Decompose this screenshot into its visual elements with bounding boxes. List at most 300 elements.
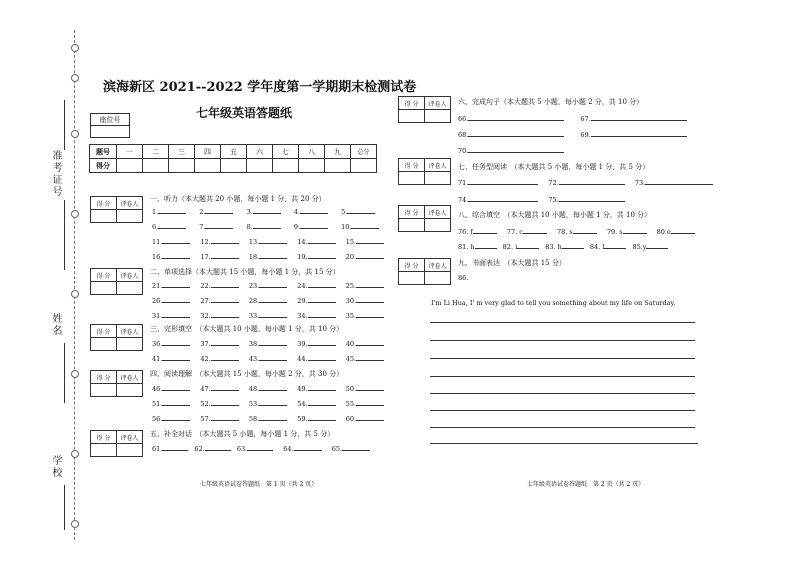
question-number: 3. — [246, 208, 253, 216]
name-label: 姓名 — [50, 313, 61, 337]
score-label: 得 分 — [91, 269, 117, 282]
score-cell[interactable] — [351, 159, 377, 173]
seat-number-label: 座位号 — [91, 114, 130, 126]
score-cell[interactable] — [143, 159, 169, 173]
question-number: 73. — [634, 179, 646, 187]
answer-blank[interactable] — [211, 384, 239, 391]
writing-prompt: I'm Li Hua, I' m very glad to tell you something about my life on Saturday. — [431, 299, 676, 307]
question-number: 10. — [341, 223, 352, 231]
score-field[interactable] — [91, 210, 117, 223]
answer-blank[interactable] — [623, 227, 647, 234]
section-2-title: 二、单项选择（本大题共 15 小题，每小题 1 分，共 15 分） — [150, 268, 340, 276]
answer-blank[interactable] — [604, 242, 626, 249]
question-number: 45. — [345, 355, 357, 363]
question-number: 24. — [297, 282, 308, 290]
scorer-field[interactable] — [117, 282, 143, 295]
scorer-box — [398, 158, 451, 185]
question-number: 48. — [248, 385, 260, 393]
question-number: 33. — [248, 312, 260, 320]
answer-blank[interactable] — [645, 178, 713, 185]
school-label: 学校 — [50, 455, 61, 479]
question-number: 41. — [152, 355, 163, 363]
score-label: 得 分 — [91, 325, 117, 338]
question-number: 72. — [548, 179, 559, 187]
question-number: 69. — [580, 131, 591, 139]
school-line — [64, 485, 65, 530]
section-1-title: 一、听力（本大题共 20 小题，每小题 1 分，共 20 分） — [150, 195, 326, 203]
question-number: 6. — [152, 223, 159, 231]
column-header: 一 — [117, 145, 143, 159]
column-header: 七 — [273, 145, 299, 159]
answer-blank[interactable] — [300, 207, 328, 214]
answer-row — [458, 242, 668, 251]
score-summary-table — [89, 144, 377, 173]
answer-blank[interactable] — [162, 339, 190, 346]
answer-blank[interactable] — [356, 237, 384, 244]
answer-blank[interactable] — [211, 339, 239, 346]
binding-hole — [71, 74, 79, 82]
question-number: 34. — [297, 312, 308, 320]
question-number: 18. — [248, 253, 260, 261]
question-number: 23. — [248, 282, 260, 290]
answer-blank[interactable] — [468, 195, 538, 202]
score-label: 得 分 — [91, 197, 117, 210]
answer-blank[interactable] — [259, 237, 287, 244]
writing-line[interactable] — [430, 393, 695, 394]
answer-blank[interactable] — [356, 311, 384, 318]
answer-blank[interactable] — [468, 146, 564, 153]
scorer-label: 评卷人 — [117, 269, 143, 282]
question-number: 22. — [200, 282, 211, 290]
scorer-field[interactable] — [117, 210, 143, 223]
question-number-label: 题号 — [90, 145, 117, 159]
answer-blank[interactable] — [573, 227, 597, 234]
binding-hole — [71, 130, 79, 138]
question-number: 71. — [458, 179, 469, 187]
binding-hole — [71, 290, 79, 298]
answer-row — [152, 311, 384, 320]
question-number: 50. — [345, 385, 357, 393]
scorer-box — [90, 196, 143, 223]
answer-row — [152, 222, 379, 231]
scorer-field[interactable] — [425, 219, 451, 232]
answer-blank[interactable] — [308, 354, 336, 361]
scorer-box — [90, 430, 143, 457]
question-number: 35. — [345, 312, 357, 320]
section-7-title: 七、任务型阅读 （本大题共 5 小题，每小题 1 分，共 5 分） — [458, 163, 650, 171]
question-number: 86. — [458, 274, 469, 282]
question-number: 12. — [200, 238, 211, 246]
question-number: 80.e — [656, 228, 671, 236]
answer-blank[interactable] — [356, 281, 384, 288]
answer-blank[interactable] — [162, 296, 190, 303]
answer-blank[interactable] — [351, 222, 379, 229]
score-label: 得 分 — [399, 159, 425, 172]
writing-line[interactable] — [430, 410, 695, 411]
answer-blank[interactable] — [162, 281, 190, 288]
answer-blank[interactable] — [308, 281, 336, 288]
question-number: 2. — [199, 208, 206, 216]
answer-blank[interactable] — [294, 444, 322, 451]
binding-line — [74, 30, 75, 540]
answer-blank[interactable] — [308, 414, 336, 421]
question-number: 5. — [341, 208, 348, 216]
score-cell[interactable] — [299, 159, 325, 173]
answer-blank[interactable] — [468, 114, 564, 121]
scorer-box — [90, 324, 143, 351]
score-label: 得 分 — [399, 206, 425, 219]
question-number: 21. — [152, 282, 163, 290]
answer-blank[interactable] — [205, 222, 233, 229]
answer-row — [152, 252, 384, 261]
answer-row — [152, 354, 384, 363]
answer-blank[interactable] — [356, 252, 384, 259]
question-number: 85.y — [632, 243, 647, 251]
question-number: 77. c — [506, 228, 523, 236]
question-number: 8. — [246, 223, 253, 231]
answer-row — [152, 399, 384, 408]
score-cell[interactable] — [273, 159, 299, 173]
question-number: 39. — [297, 340, 308, 348]
answer-blank[interactable] — [247, 444, 273, 451]
answer-blank[interactable] — [356, 354, 384, 361]
question-number: 76. f — [458, 228, 473, 236]
question-number: 7. — [199, 223, 206, 231]
exam-title: 滨海新区 2021--2022 学年度第一学期期末检测试卷 — [103, 80, 417, 95]
seat-number-box — [90, 113, 130, 138]
scorer-label: 评卷人 — [425, 259, 451, 272]
answer-blank[interactable] — [347, 207, 375, 214]
section-3-title: 三、完形填空 （本大题共 10 小题，每小题 1 分，共 10 分） — [150, 325, 344, 333]
answer-blank[interactable] — [205, 444, 231, 451]
answer-blank[interactable] — [308, 399, 336, 406]
answer-blank[interactable] — [259, 384, 287, 391]
exam-id-label: 准考证号 — [50, 150, 61, 198]
answer-blank[interactable] — [259, 296, 287, 303]
answer-row — [458, 114, 687, 123]
writing-line[interactable] — [430, 358, 695, 359]
question-number: 61. — [152, 445, 163, 453]
question-number: 70. — [458, 147, 469, 155]
answer-blank[interactable] — [356, 399, 384, 406]
page-2-footer: 七年级英语试卷答题纸 第 2 页（共 2 页） — [527, 481, 645, 488]
score-field[interactable] — [91, 444, 117, 457]
question-number: 54. — [297, 400, 308, 408]
answer-blank[interactable] — [162, 384, 190, 391]
column-header: 六 — [247, 145, 273, 159]
question-number: 65. — [331, 445, 343, 453]
answer-blank[interactable] — [473, 227, 497, 234]
section-5-title: 五、补全对话 （本大题共 5 小题，每小题 1 分，共 5 分） — [150, 430, 335, 438]
question-number: 14. — [297, 238, 308, 246]
answer-row — [152, 339, 384, 348]
answer-row — [458, 195, 625, 204]
answer-blank[interactable] — [562, 242, 584, 249]
question-number: 84. l — [589, 243, 605, 251]
question-number: 47. — [200, 385, 211, 393]
answer-row — [458, 227, 695, 236]
answer-blank[interactable] — [308, 384, 336, 391]
question-number: 56. — [152, 415, 163, 423]
answer-blank[interactable] — [162, 399, 190, 406]
answer-blank[interactable] — [162, 444, 188, 451]
score-cell[interactable] — [247, 159, 273, 173]
score-cell[interactable] — [169, 159, 195, 173]
question-number: 81. h — [458, 243, 475, 251]
question-number: 59. — [297, 415, 308, 423]
answer-row — [152, 207, 375, 216]
question-number: 79. s — [606, 228, 623, 236]
question-number: 43. — [248, 355, 260, 363]
scorer-box — [90, 268, 143, 295]
score-field[interactable] — [399, 110, 425, 123]
scorer-box — [398, 205, 451, 232]
binding-hole — [71, 450, 79, 458]
section-6-title: 六、完成句子（本大题共 5 小题，每小题 2 分，共 10 分） — [458, 98, 644, 106]
score-label: 得 分 — [399, 97, 425, 110]
answer-row — [152, 414, 384, 423]
column-header: 三 — [169, 145, 195, 159]
answer-blank[interactable] — [158, 222, 186, 229]
answer-blank[interactable] — [308, 311, 336, 318]
question-number: 9. — [293, 223, 301, 231]
question-number: 64. — [283, 445, 294, 453]
answer-blank[interactable] — [468, 130, 564, 137]
answer-blank[interactable] — [205, 207, 233, 214]
answer-blank[interactable] — [162, 311, 190, 318]
question-number: 66. — [458, 115, 469, 123]
answer-blank[interactable] — [342, 444, 370, 451]
column-header: 五 — [221, 145, 247, 159]
writing-line[interactable] — [430, 427, 695, 428]
question-number: 44. — [297, 355, 308, 363]
scorer-label: 评卷人 — [117, 371, 143, 384]
answer-blank[interactable] — [162, 237, 190, 244]
answer-blank[interactable] — [211, 252, 239, 259]
answer-blank[interactable] — [300, 222, 328, 229]
question-number: 32. — [200, 312, 211, 320]
answer-blank[interactable] — [259, 399, 287, 406]
answer-blank[interactable] — [475, 242, 497, 249]
scorer-label: 评卷人 — [117, 197, 143, 210]
question-number: 40. — [345, 340, 357, 348]
scorer-box — [398, 96, 451, 123]
scorer-field[interactable] — [117, 384, 143, 397]
score-cell[interactable] — [117, 159, 143, 173]
question-number: 53. — [248, 400, 260, 408]
column-header: 四 — [195, 145, 221, 159]
question-number: 27. — [200, 297, 211, 305]
answer-blank[interactable] — [356, 384, 384, 391]
binding-hole — [71, 210, 79, 218]
answer-blank[interactable] — [211, 399, 239, 406]
score-label: 得 分 — [91, 431, 117, 444]
question-number: 1. — [152, 208, 159, 216]
question-number: 60. — [345, 415, 357, 423]
answer-blank[interactable] — [253, 222, 281, 229]
question-number: 4. — [293, 208, 301, 216]
answer-blank[interactable] — [211, 296, 239, 303]
scorer-label: 评卷人 — [425, 159, 451, 172]
question-number: 11. — [152, 238, 163, 246]
question-number: 58. — [248, 415, 260, 423]
scorer-label: 评卷人 — [425, 97, 451, 110]
score-field[interactable] — [399, 219, 425, 232]
question-number: 20. — [345, 253, 357, 261]
writing-line[interactable] — [430, 376, 695, 377]
exam-subtitle: 七年级英语答题纸 — [196, 106, 293, 120]
section-4-title: 四、阅读理解 （本大题共 15 小题，每小题 2 分，共 30 分） — [150, 370, 344, 378]
score-label: 得分 — [90, 159, 117, 173]
answer-blank[interactable] — [211, 237, 239, 244]
question-number: 30. — [345, 297, 357, 305]
writing-line[interactable] — [430, 340, 695, 341]
score-cell[interactable] — [325, 159, 351, 173]
question-number: 25. — [345, 282, 357, 290]
scorer-field[interactable] — [425, 272, 451, 285]
answer-blank[interactable] — [158, 207, 186, 214]
answer-blank[interactable] — [211, 281, 239, 288]
answer-blank[interactable] — [559, 178, 625, 185]
question-number: 52. — [200, 400, 211, 408]
scorer-field[interactable] — [425, 110, 451, 123]
answer-blank[interactable] — [356, 339, 384, 346]
answer-blank[interactable] — [259, 252, 287, 259]
score-field[interactable] — [399, 272, 425, 285]
answer-blank[interactable] — [162, 354, 190, 361]
column-header: 九 — [325, 145, 351, 159]
answer-blank[interactable] — [356, 414, 384, 421]
question-number: 49. — [297, 385, 308, 393]
question-number: 83. h — [545, 243, 562, 251]
answer-row — [458, 178, 713, 187]
answer-blank[interactable] — [211, 311, 239, 318]
question-number: 17. — [200, 253, 211, 261]
question-number: 63. — [236, 445, 248, 453]
answer-blank[interactable] — [259, 354, 287, 361]
question-number: 29. — [297, 297, 308, 305]
question-number: 55. — [345, 400, 357, 408]
score-label: 得 分 — [399, 259, 425, 272]
question-number: 68. — [458, 131, 469, 139]
answer-row — [152, 281, 384, 290]
scorer-field[interactable] — [117, 444, 143, 457]
answer-blank[interactable] — [308, 237, 336, 244]
answer-blank[interactable] — [646, 242, 668, 249]
question-number: 46. — [152, 385, 163, 393]
answer-blank[interactable] — [259, 281, 287, 288]
scorer-field[interactable] — [117, 338, 143, 351]
score-field[interactable] — [91, 338, 117, 351]
question-number: 67. — [580, 115, 591, 123]
answer-blank[interactable] — [591, 114, 687, 121]
question-number: 26. — [152, 297, 163, 305]
answer-blank[interactable] — [468, 178, 538, 185]
seat-number-field[interactable] — [91, 126, 130, 138]
question-number: 51. — [152, 400, 163, 408]
score-field[interactable] — [91, 384, 117, 397]
answer-row — [458, 130, 687, 139]
exam-id-line — [64, 200, 65, 270]
answer-blank[interactable] — [259, 414, 287, 421]
answer-blank[interactable] — [162, 414, 190, 421]
question-number: 13. — [248, 238, 260, 246]
score-field[interactable] — [399, 172, 425, 185]
binding-hole — [71, 520, 79, 528]
scorer-field[interactable] — [425, 172, 451, 185]
column-header: 二 — [143, 145, 169, 159]
answer-blank[interactable] — [259, 311, 287, 318]
question-number: 38. — [248, 340, 260, 348]
answer-blank[interactable] — [356, 296, 384, 303]
page-1-footer: 七年级英语试卷答题纸 第 1 页（共 2 页） — [200, 481, 318, 488]
question-number: 16. — [152, 253, 163, 261]
question-number: 31. — [152, 312, 163, 320]
writing-line[interactable] — [430, 443, 698, 444]
score-label: 得 分 — [91, 371, 117, 384]
answer-blank[interactable] — [211, 414, 239, 421]
question-number: 75. — [548, 196, 559, 204]
answer-blank[interactable] — [308, 252, 336, 259]
answer-blank[interactable] — [308, 339, 336, 346]
scorer-label: 评卷人 — [117, 325, 143, 338]
answer-row — [458, 146, 564, 155]
binding-hole — [71, 44, 79, 52]
question-number: 19. — [297, 253, 308, 261]
answer-blank[interactable] — [253, 207, 281, 214]
question-number: 36. — [152, 340, 163, 348]
name-line — [64, 343, 65, 403]
scorer-label: 评卷人 — [425, 206, 451, 219]
question-number: 78. s — [557, 228, 573, 236]
answer-blank[interactable] — [591, 130, 687, 137]
answer-row — [152, 444, 370, 453]
section-8-title: 八、综合填空 （本大题共 10 小题，每小题 1 分，共 10 分） — [458, 211, 652, 219]
answer-row — [152, 296, 384, 305]
score-cell[interactable] — [221, 159, 247, 173]
answer-blank[interactable] — [523, 227, 547, 234]
question-number: 62. — [194, 445, 205, 453]
scorer-box — [398, 258, 451, 285]
section-9-title: 九、书面表达 （本大题共 15 分） — [458, 259, 566, 267]
question-number: 42. — [200, 355, 211, 363]
question-number: 57. — [200, 415, 211, 423]
answer-blank[interactable] — [671, 227, 695, 234]
question-number: 28. — [248, 297, 260, 305]
question-number: 74. — [458, 196, 469, 204]
question-number: 82. i — [502, 243, 518, 251]
column-header: 八 — [299, 145, 325, 159]
score-cell[interactable] — [195, 159, 221, 173]
scorer-label: 评卷人 — [117, 431, 143, 444]
question-number: 37. — [200, 340, 211, 348]
answer-blank[interactable] — [259, 339, 287, 346]
answer-blank[interactable] — [517, 242, 539, 249]
answer-row — [152, 237, 384, 246]
answer-blank[interactable] — [211, 354, 239, 361]
question-number: 15. — [345, 238, 357, 246]
scorer-box — [90, 370, 143, 397]
exam-id-line — [64, 100, 65, 150]
column-header: 总分 — [351, 145, 377, 159]
binding-hole — [71, 370, 79, 378]
answer-row — [152, 384, 384, 393]
score-field[interactable] — [91, 282, 117, 295]
answer-blank[interactable] — [162, 252, 190, 259]
answer-blank[interactable] — [308, 296, 336, 303]
answer-blank[interactable] — [559, 195, 625, 202]
writing-line[interactable] — [430, 322, 695, 323]
